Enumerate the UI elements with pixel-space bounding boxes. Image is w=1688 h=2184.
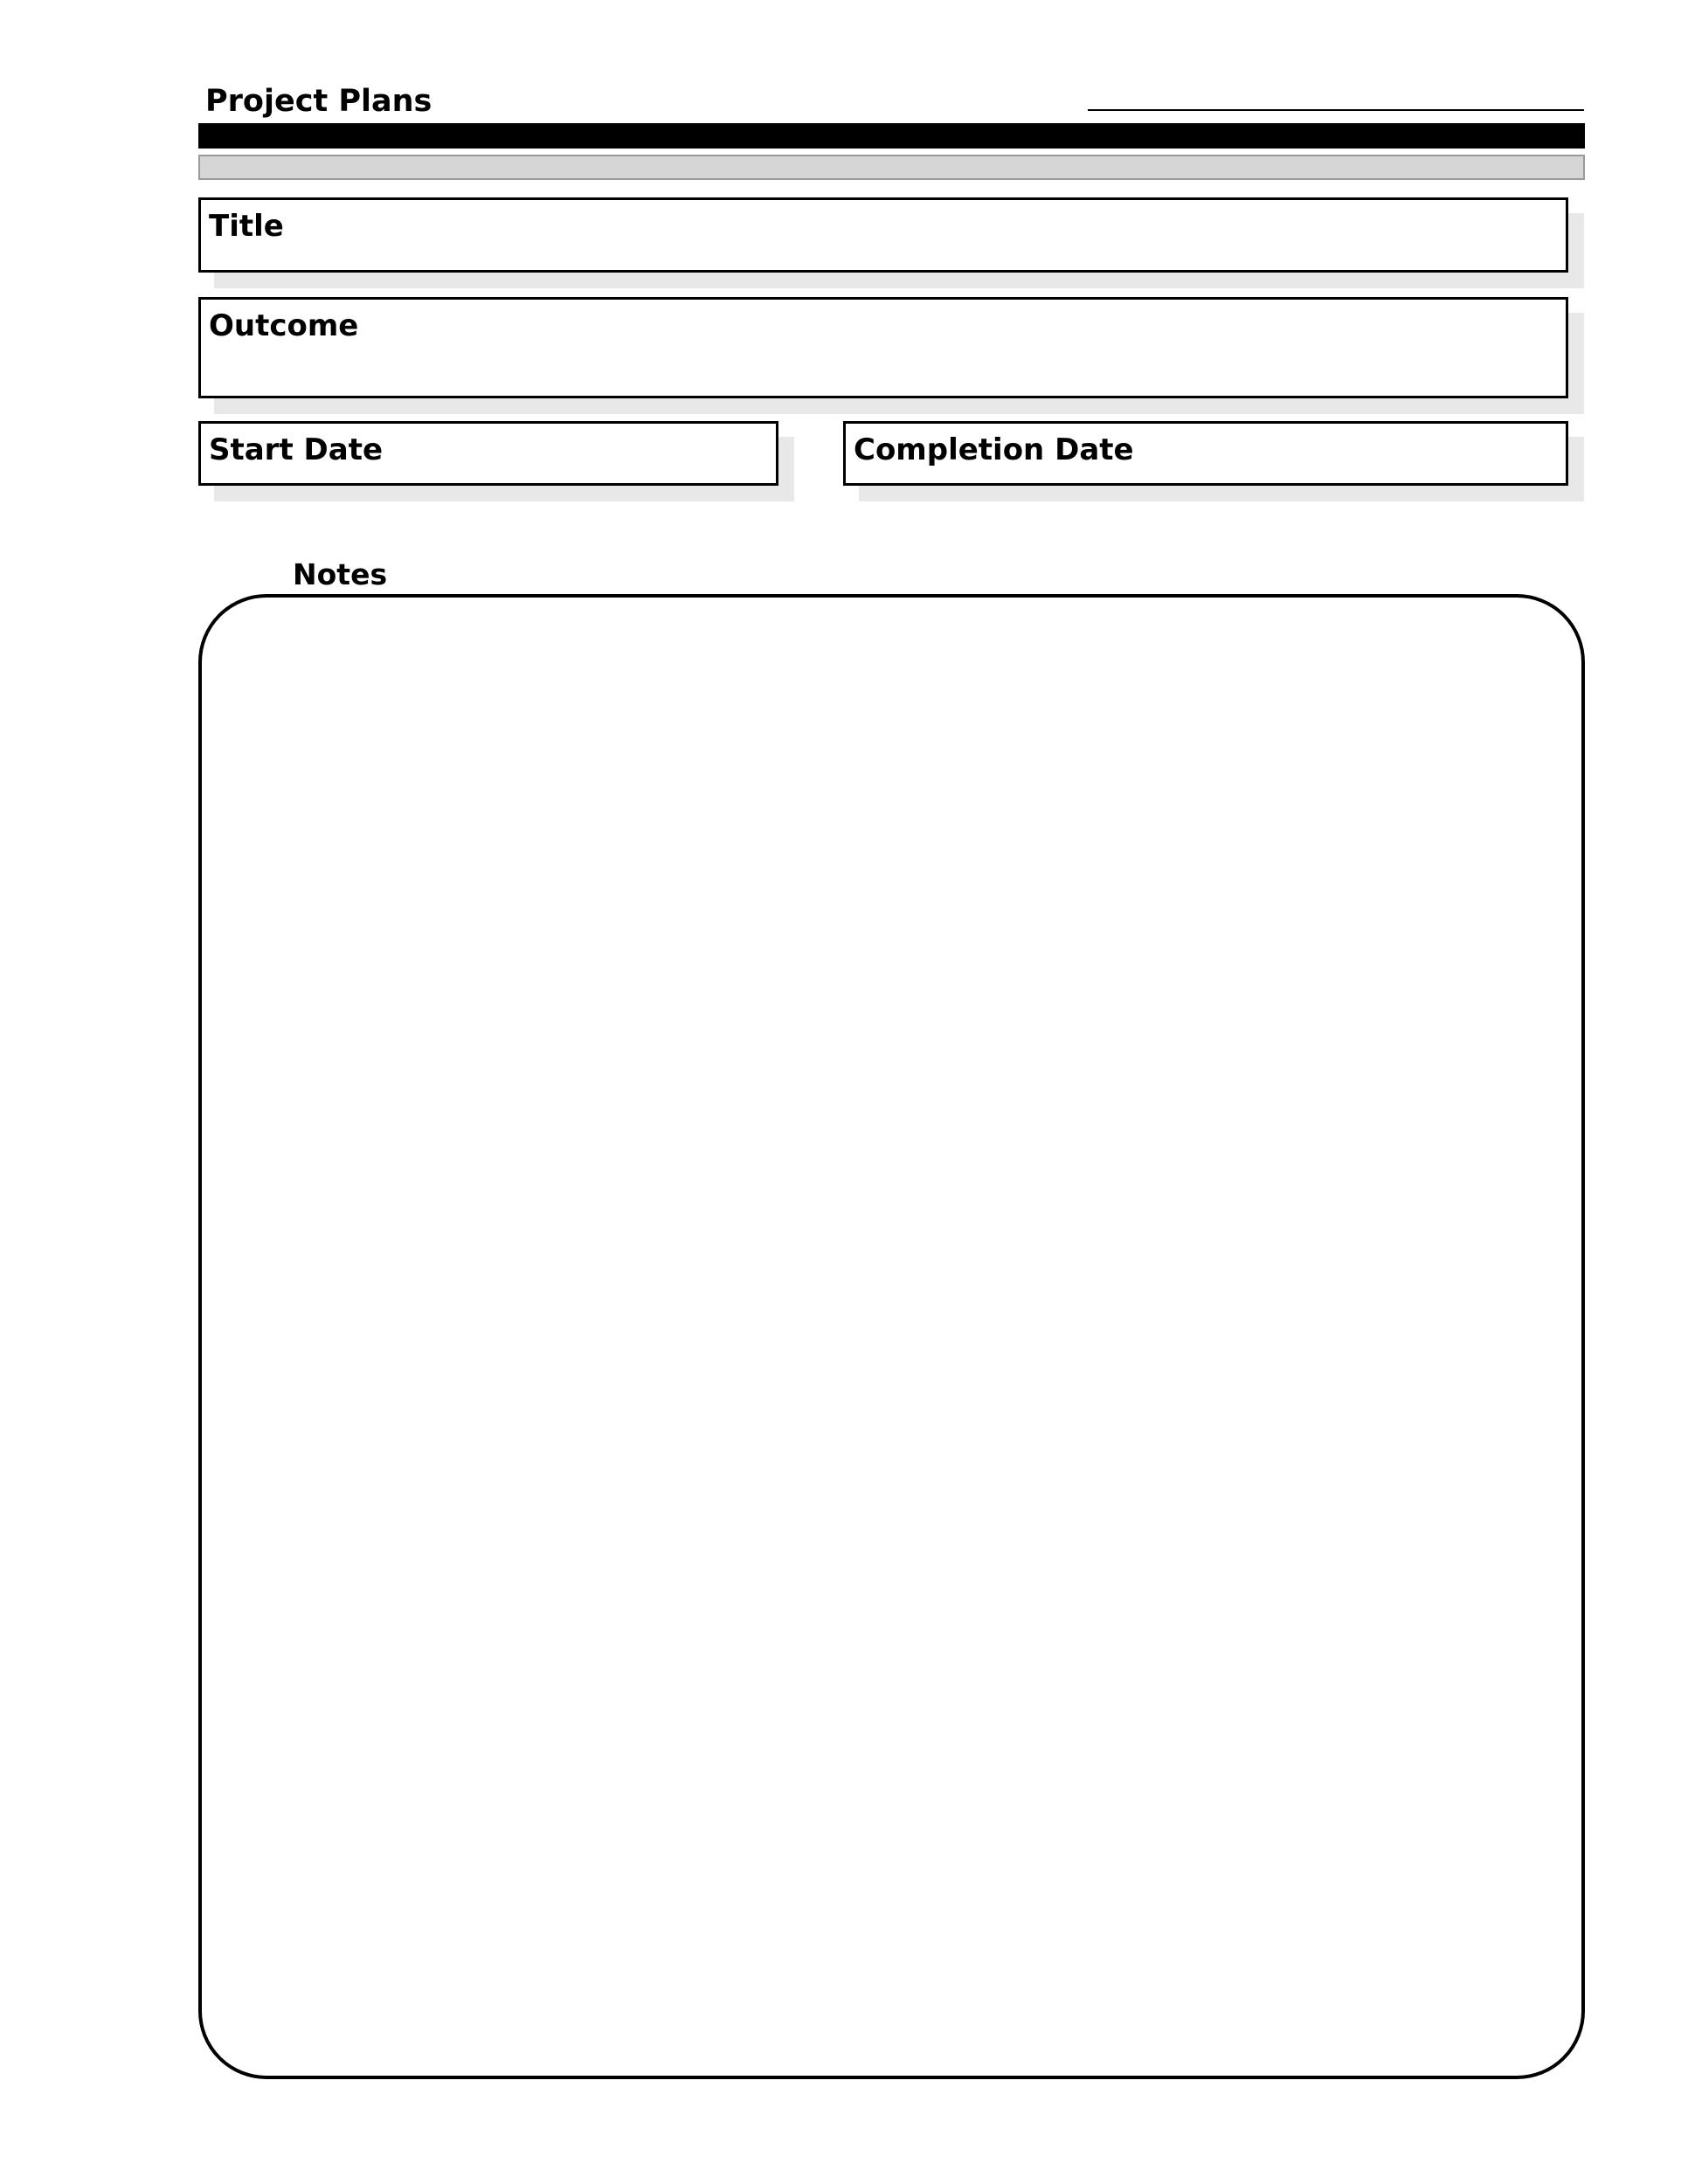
outcome-field[interactable]: [198, 297, 1596, 414]
start-date-field[interactable]: [198, 421, 797, 501]
title-field-box[interactable]: [198, 197, 1568, 273]
completion-date-field[interactable]: [843, 421, 1596, 501]
outcome-field-box[interactable]: [198, 297, 1568, 398]
header-gray-bar: [198, 155, 1585, 180]
title-field[interactable]: [198, 197, 1596, 288]
completion-date-field-label: Completion Date: [854, 432, 1134, 467]
outcome-field-label: Outcome: [209, 308, 359, 343]
start-date-field-label: Start Date: [209, 432, 384, 467]
completion-date-field-box[interactable]: [843, 421, 1568, 486]
header-black-bar: [198, 123, 1585, 149]
page-title: Project Plans: [205, 84, 432, 119]
title-field-label: Title: [209, 209, 284, 244]
notes-label: Notes: [293, 557, 388, 591]
start-date-field-box[interactable]: [198, 421, 778, 486]
notes-area[interactable]: [198, 594, 1585, 2079]
header-signature-line: [1088, 109, 1584, 111]
